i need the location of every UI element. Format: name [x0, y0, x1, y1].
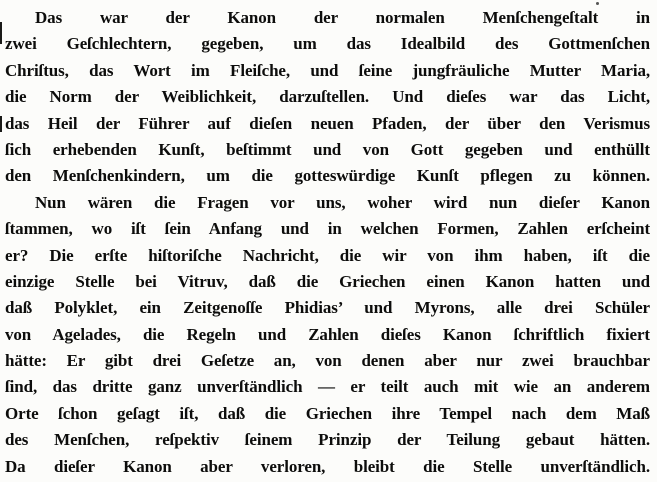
text-line: den Menſchenkindern, um die gotteswürdige Kunſt pflegen zu können. — [5, 166, 650, 186]
text-line: ſtammen, wo iſt ſein Anfang und in welchen Formen, Zahlen erſcheint — [5, 219, 650, 239]
paragraph-2 — [5, 190, 650, 480]
text-line: Nun wären die Fragen vor uns, woher wird nun dieſer Kanon — [35, 192, 650, 212]
text-line: ſind, das dritte ganz unverſtändlich — er teilt auch mit wie an anderem — [5, 377, 650, 397]
text-line: des Menſchen, reſpektiv ſeinem Prinzip der Teilung gebaut hätten. — [5, 430, 650, 450]
text-line: hätte: Er gibt drei Geſetze an, von denen aber nur zwei brauchbar — [5, 351, 650, 371]
text-line: Orte ſchon geſagt iſt, daß die Griechen ihre Tempel nach dem Maß — [5, 403, 650, 423]
scan-artifact — [0, 22, 2, 44]
text-line: Chriſtus, das Wort im Fleiſche, und ſeine jungfräuliche Mutter Maria, — [5, 60, 650, 80]
paragraph-1 — [5, 5, 650, 190]
scan-artifact — [596, 2, 599, 5]
text-line: er? Die erſte hiſtoriſche Nachricht, die wir von ihm haben, iſt die — [5, 245, 650, 265]
text-line: ſich erhebenden Kunſt, beſtimmt und von Gott gegeben und enthüllt — [5, 139, 650, 159]
text-line: das Heil der Führer auf dieſen neuen Pfaden, der über den Verismus — [5, 113, 650, 133]
scan-artifact — [0, 116, 2, 132]
text-line: einzige Stelle bei Vitruv, daß die Griechen einen Kanon hatten und — [5, 271, 650, 291]
text-line: Da dieſer Kanon aber verloren, bleibt die Stelle unverſtändlich. — [5, 456, 650, 476]
text-line: daß Polyklet, ein Zeitgenoſſe Phidias’ und Myrons, alle drei Schüler — [5, 298, 650, 318]
text-line: zwei Geſchlechtern, gegeben, um das Idealbild des Gottmenſchen — [5, 34, 650, 54]
text-line: Das war der Kanon der normalen Menſchengeſtalt in — [35, 8, 650, 27]
text-line: von Agelades, die Regeln und Zahlen dieſes Kanon ſchriftlich fixiert — [5, 324, 650, 344]
text-line: die Norm der Weiblichkeit, darzuſtellen. Und dieſes war das Licht, — [5, 87, 650, 107]
